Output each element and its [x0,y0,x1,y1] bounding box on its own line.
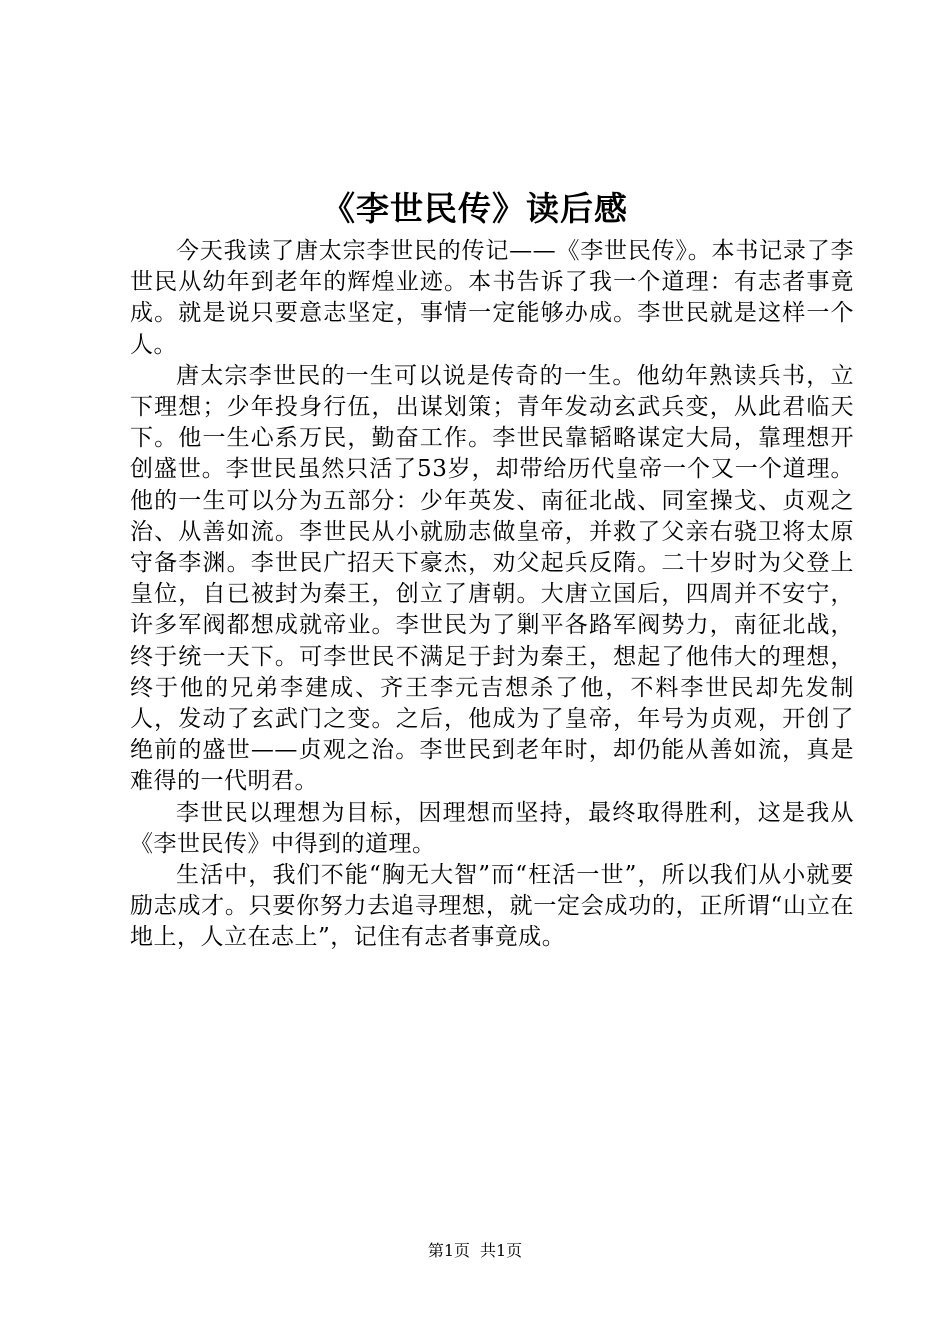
paragraph-1: 今天我读了唐太宗李世民的传记——《李世民传》。本书记录了李世民从幼年到老年的辉煌业迹。本书告诉了我一个道理：有志者事竟成。就是说只要意志坚定，事情一定能够办成。李世民就是这样一个人。 [130,238,854,358]
document-body [130,236,854,954]
paragraph-2: 唐太宗李世民的一生可以说是传奇的一生。他幼年熟读兵书，立下理想；少年投身行伍，出谋划策；青年发动玄武兵变，从此君临天下。他一生心系万民，勤奋工作。李世民靠韬略谋定大局，靠理想开创盛世。李世民虽然只活了53岁，却带给历代皇帝一个又一个道理。他的一生可以分为五部分：少年英发、南征北战、同室操戈、贞观之治、从善如流。李世民从小就励志做皇帝，并救了父亲右骁卫将太原守备李渊。李世民广招天下豪杰，劝父起兵反隋。二十岁时为父登上皇位，自已被封为秦王，创立了唐朝。大唐立国后，四周并不安宁，许多军阀都想成就帝业。李世民为了剿平各路军阀势力，南征北战，终于统一天下。可李世民不满足于封为秦王，想起了他伟大的理想，终于他的兄弟李建成、齐王李元吉想杀了他，不料李世民却先发制人，发动了玄武门之变。之后，他成为了皇帝，年号为贞观，开创了绝前的盛世——贞观之治。李世民到老年时，却仍能从善如流，真是难得的一代明君。 [130,362,854,795]
paragraph-4: 生活中，我们不能“胸无大智”而“枉活一世”，所以我们从小就要励志成才。只要你努力去追寻理想，就一定会成功的，正所谓“山立在地上，人立在志上”，记住有志者事竟成。 [130,862,854,951]
page-footer [0,1240,950,1262]
page-number-current: 第1页 [427,1241,470,1260]
page-number-total: 共1页 [480,1241,523,1260]
paragraph-3: 李世民以理想为目标，因理想而坚持，最终取得胜利，这是我从《李世民传》中得到的道理。 [130,799,854,857]
document-title: 《李世民传》读后感 [322,189,628,228]
